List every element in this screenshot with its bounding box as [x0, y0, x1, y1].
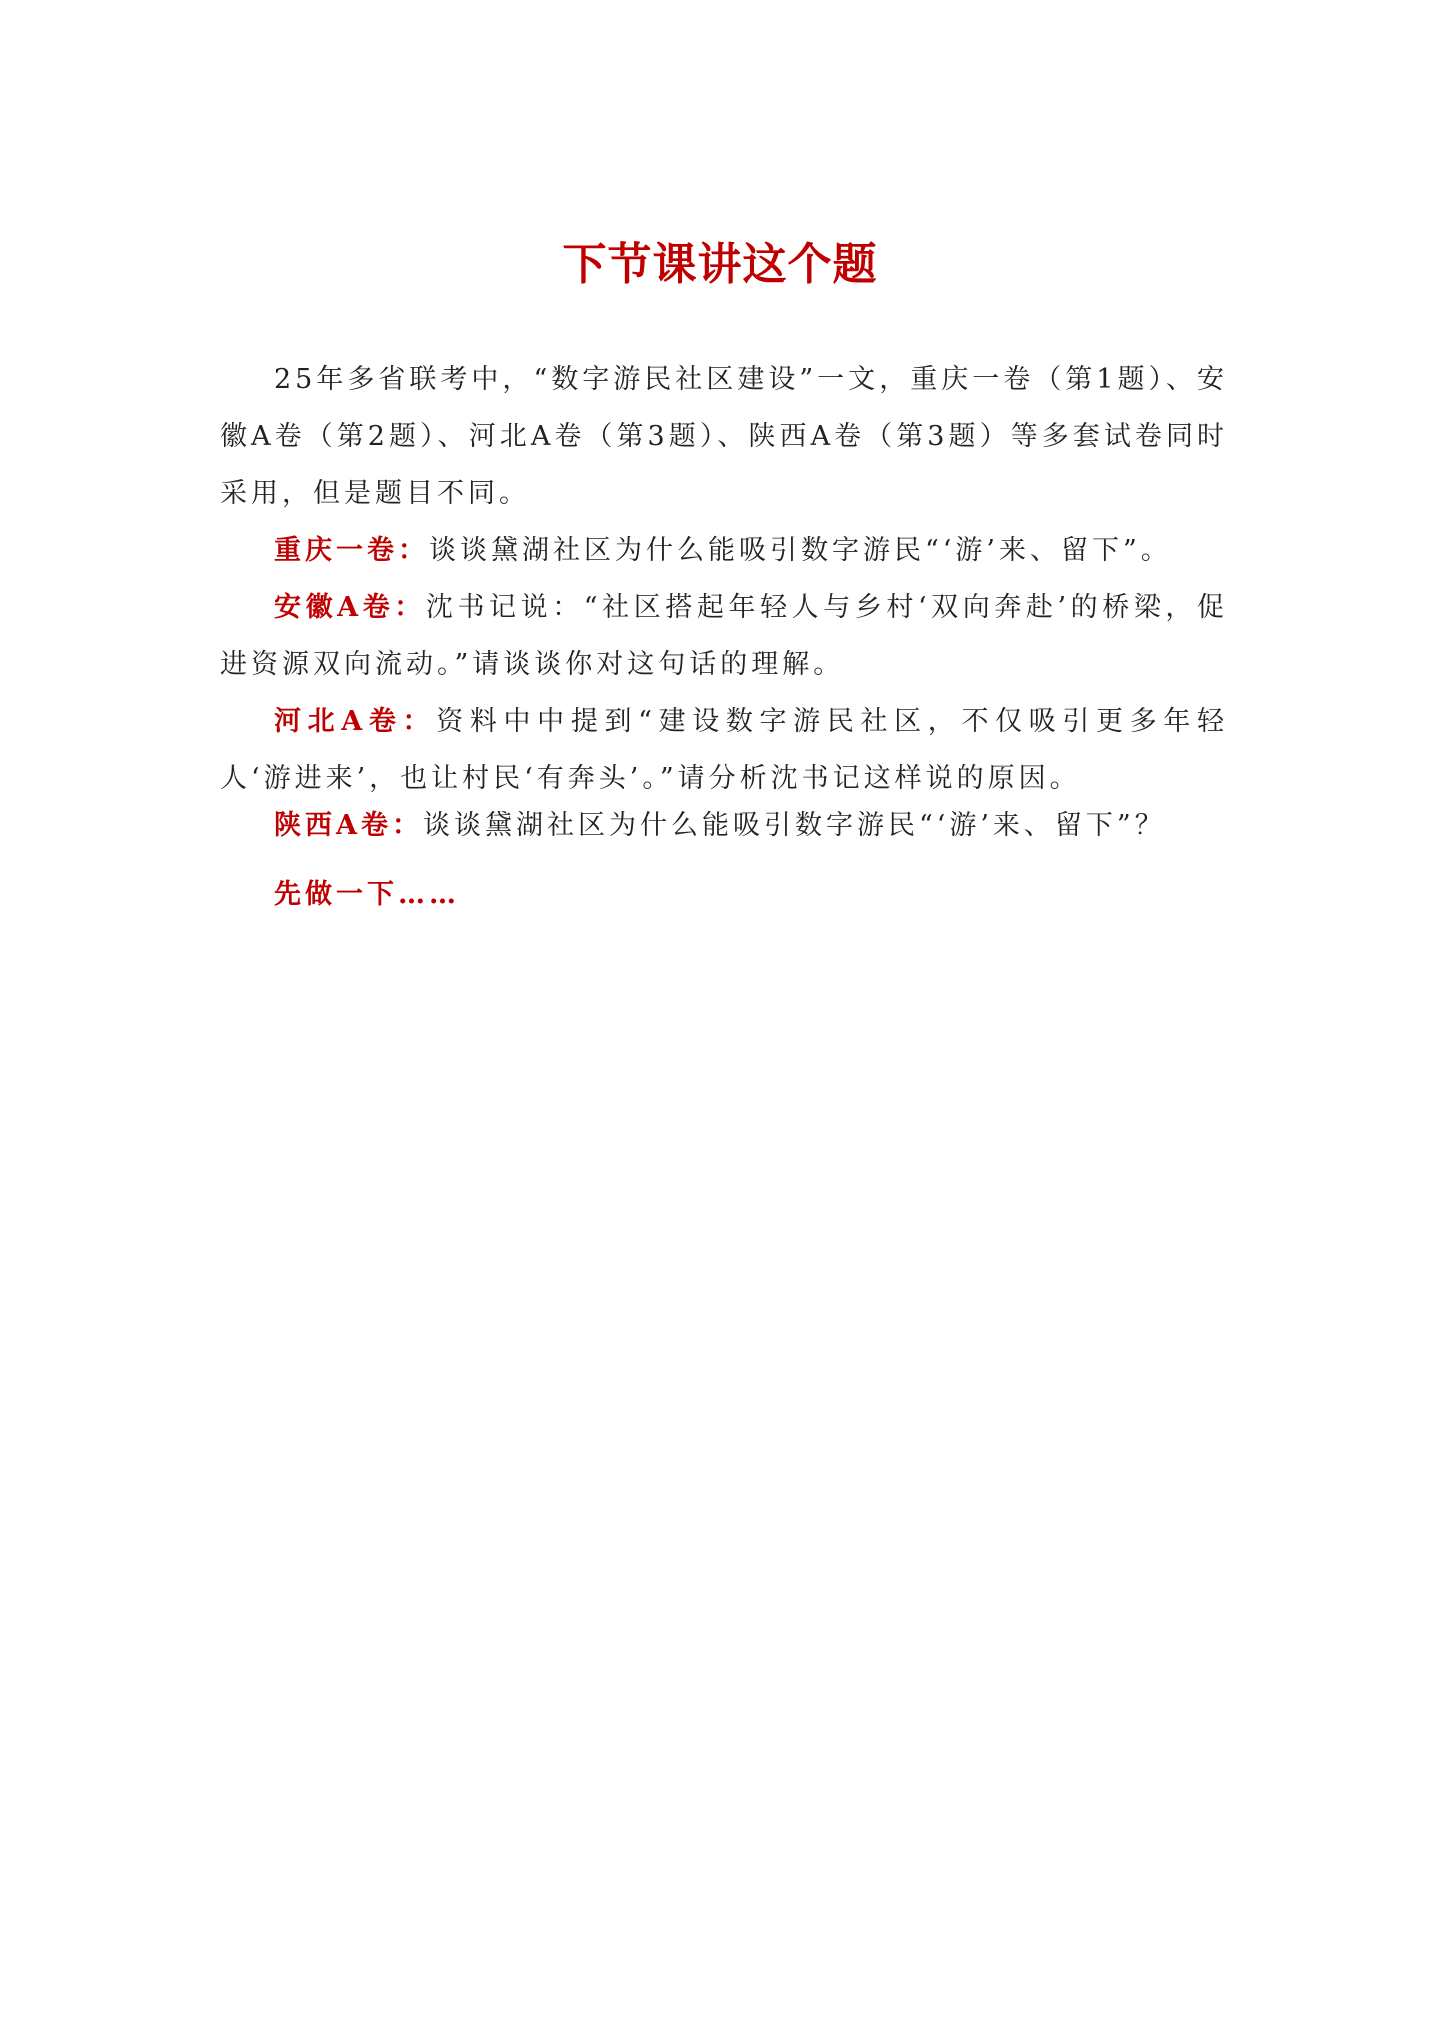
- closing-note: 先做一下……: [274, 879, 460, 910]
- question-anhui: [220, 579, 1228, 693]
- question-chongqing: [220, 522, 1228, 579]
- question-label: 陕西A卷：: [274, 810, 423, 841]
- document-body: [220, 351, 1228, 950]
- intro-paragraph: 25年多省联考中，“数字游民社区建设”一文，重庆一卷（第1题）、安徽A卷（第2题）、河北A卷（第3题）、陕西A卷（第3题）等多套试卷同时采用，但是题目不同。: [220, 364, 1228, 509]
- question-label: 安徽A卷：: [274, 592, 426, 623]
- question-label: 河北A卷：: [274, 706, 437, 737]
- document-title: 下节课讲这个题: [562, 239, 878, 290]
- question-hebei: [220, 693, 1228, 807]
- question-text: 谈谈黛湖社区为什么能吸引数字游民“‘游’来、留下”？: [422, 810, 1166, 841]
- question-text: 谈谈黛湖社区为什么能吸引数字游民“‘游’来、留下”。: [429, 535, 1172, 566]
- question-label: 重庆一卷：: [274, 535, 429, 566]
- question-text: 沈书记说：“社区搭起年轻人与乡村‘双向奔赴’的桥梁，促进资源双向流动。”请谈谈你对这句话的理解。: [220, 592, 1229, 680]
- question-shaanxi: [220, 797, 1228, 854]
- question-text: 资料中中提到“建设数字游民社区，不仅吸引更多年轻人‘游进来’，也让村民‘有奔头’。”请分析沈书记这样说的原因。: [220, 706, 1228, 794]
